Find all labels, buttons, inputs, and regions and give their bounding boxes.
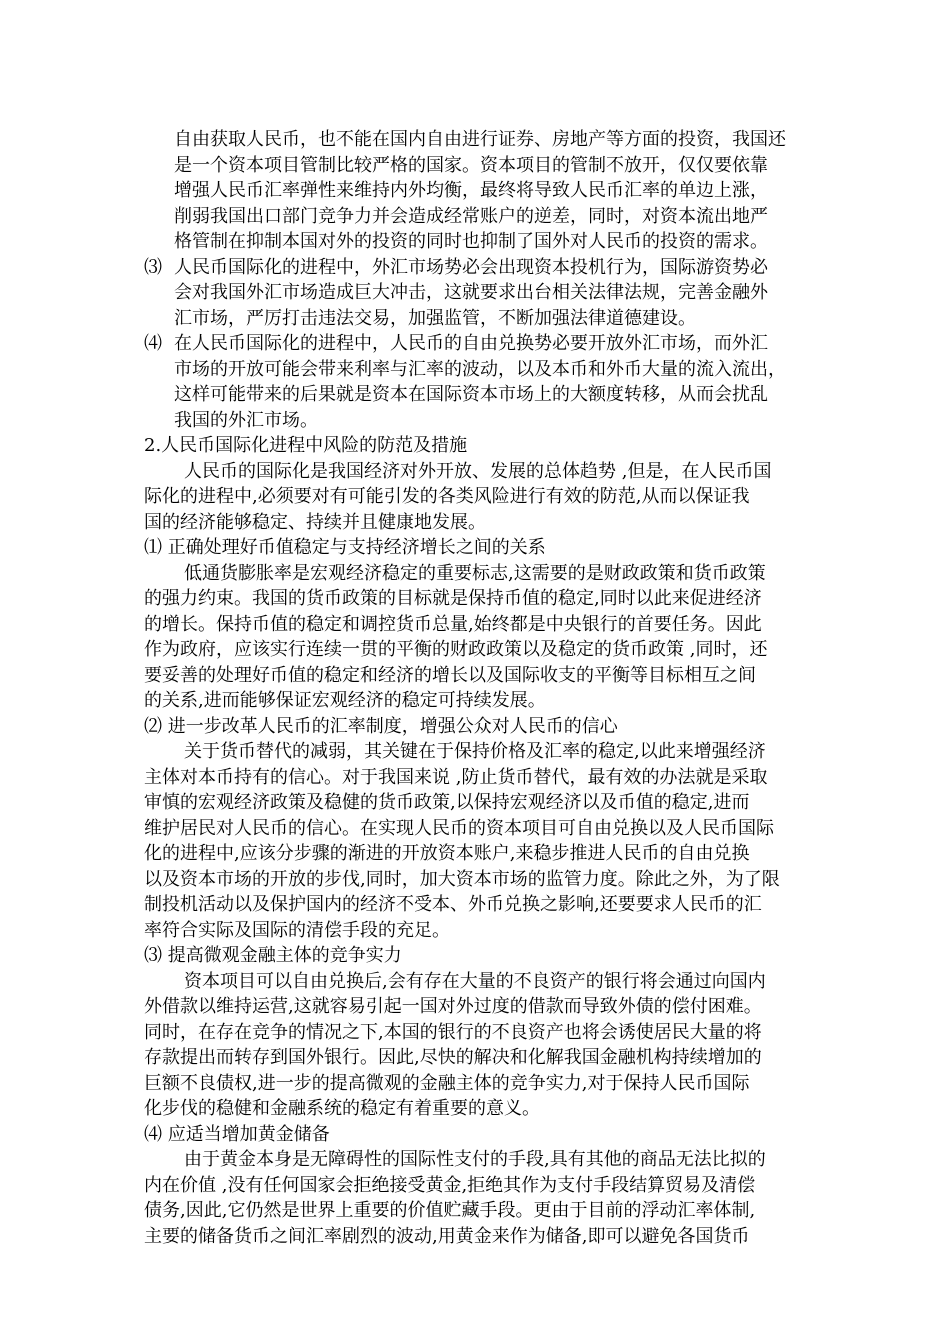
paragraph-line: 的强力约束。我国的货币政策的目标就是保持币值的稳定,同时以此来促进经济: [144, 588, 762, 609]
list-marker: ⑷: [144, 333, 162, 354]
paragraph-line: 同时，在存在竞争的情况之下,本国的银行的不良资产也将会诱使居民大量的将: [144, 1022, 762, 1043]
subsection-heading: ⑶ 提高微观金融主体的竞争实力: [144, 945, 402, 966]
paragraph-line: 际化的进程中,必须要对有可能引发的各类风险进行有效的防范,从而以保证我: [144, 486, 750, 507]
paragraph-line: 主要的储备货币之间汇率剧烈的波动,用黄金来作为储备,即可以避免各国货币: [144, 1226, 750, 1247]
paragraph-line: 巨额不良债权,进一步的提高微观的金融主体的竞争实力,对于保持人民币国际: [144, 1073, 750, 1094]
paragraph-line: 维护居民对人民币的信心。在实现人民币的资本项目可自由兑换以及人民币国际: [144, 818, 774, 839]
list-item-line: 人民币国际化的进程中，外汇市场势必会出现资本投机行为，国际游资势必: [174, 257, 768, 278]
paragraph-line: 主体对本币持有的信心。对于我国来说 ,防止货币替代，最有效的办法就是采取: [144, 767, 768, 788]
paragraph-line: 以及资本市场的开放的步伐,同时，加大资本市场的监管力度。除此之外，为了限: [144, 869, 780, 890]
paragraph-line: 增强人民币汇率弹性来维持内外均衡，最终将导致人民币汇率的单边上涨，: [174, 180, 768, 201]
paragraph-line: 审慎的宏观经济政策及稳健的货币政策,以保持宏观经济以及币值的稳定,进而: [144, 792, 750, 813]
list-item-line: 这样可能带来的后果就是资本在国际资本市场上的大额度转移，从而会扰乱: [174, 384, 768, 405]
list-item-line: 汇市场，严厉打击违法交易，加强监管，不断加强法律道德建设。: [174, 308, 696, 329]
subsection-heading: ⑷ 应适当增加黄金储备: [144, 1124, 330, 1145]
paragraph-line: 人民币的国际化是我国经济对外开放、发展的总体趋势 ,但是，在人民币国: [184, 461, 772, 482]
paragraph-line: 由于黄金本身是无障碍性的国际性支付的手段,具有其他的商品无法比拟的: [184, 1149, 766, 1170]
paragraph-line: 内在价值 ,没有任何国家会拒绝接受黄金,拒绝其作为支付手段结算贸易及清偿: [144, 1175, 756, 1196]
paragraph-line: 是一个资本项目管制比较严格的国家。资本项目的管制不放开，仅仅要依靠: [174, 155, 768, 176]
paragraph-line: 关于货币替代的减弱，其关键在于保持价格及汇率的稳定,以此来增强经济: [184, 741, 766, 762]
list-marker: ⑶: [144, 257, 162, 278]
paragraph-line: 率符合实际及国际的清偿手段的充足。: [144, 920, 450, 941]
paragraph-line: 削弱我国出口部门竞争力并会造成经常账户的逆差，同时，对资本流出地严: [174, 206, 768, 227]
paragraph-line: 的关系,进而能够保证宏观经济的稳定可持续发展。: [144, 690, 546, 711]
list-item-line: 在人民币国际化的进程中，人民币的自由兑换势必要开放外汇市场，而外汇: [174, 333, 768, 354]
paragraph-line: 作为政府，应该实行连续一贯的平衡的财政政策以及稳定的货币政策 ,同时，还: [144, 639, 768, 660]
subsection-heading: ⑴ 正确处理好币值稳定与支持经济增长之间的关系: [144, 537, 546, 558]
subsection-heading: ⑵ 进一步改革人民币的汇率制度，增强公众对人民币的信心: [144, 716, 618, 737]
paragraph-line: 存款提出而转存到国外银行。因此,尽快的解决和化解我国金融机构持续增加的: [144, 1047, 762, 1068]
paragraph-line: 低通货膨胀率是宏观经济稳定的重要标志,这需要的是财政政策和货币政策: [184, 563, 766, 584]
paragraph-line: 要妥善的处理好币值的稳定和经济的增长以及国际收支的平衡等目标相互之间: [144, 665, 756, 686]
paragraph-line: 国的经济能够稳定、持续并且健康地发展。: [144, 512, 486, 533]
paragraph-line: 债务,因此,它仍然是世界上重要的价值贮藏手段。更由于目前的浮动汇率体制,: [144, 1200, 756, 1221]
section-heading: 2.人民币国际化进程中风险的防范及措施: [144, 435, 468, 456]
paragraph-line: 外借款以维持运营,这就容易引起一国对外过度的借款而导致外债的偿付困难。: [144, 996, 762, 1017]
list-item-line: 会对我国外汇市场造成巨大冲击，这就要求出台相关法律法规，完善金融外: [174, 282, 768, 303]
list-item-line: 市场的开放可能会带来利率与汇率的波动，以及本币和外币大量的流入流出，: [174, 359, 786, 380]
paragraph-line: 化步伐的稳健和金融系统的稳定有着重要的意义。: [144, 1098, 540, 1119]
paragraph-line: 制投机活动以及保护国内的经济不受本、外币兑换之影响,还要要求人民币的汇: [144, 894, 762, 915]
paragraph-line: 格管制在抑制本国对外的投资的同时也抑制了国外对人民币的投资的需求。: [174, 231, 768, 252]
paragraph-line: 的增长。保持币值的稳定和调控货币总量,始终都是中央银行的首要任务。因此: [144, 614, 762, 635]
list-item-line: 我国的外汇市场。: [174, 410, 318, 431]
paragraph-line: 化的进程中,应该分步骤的渐进的开放资本账户,来稳步推进人民币的自由兑换: [144, 843, 750, 864]
paragraph-line: 自由获取人民币，也不能在国内自由进行证券、房地产等方面的投资，我国还: [174, 129, 786, 150]
paragraph-line: 资本项目可以自由兑换后,会有存在大量的不良资产的银行将会通过向国内: [184, 971, 766, 992]
